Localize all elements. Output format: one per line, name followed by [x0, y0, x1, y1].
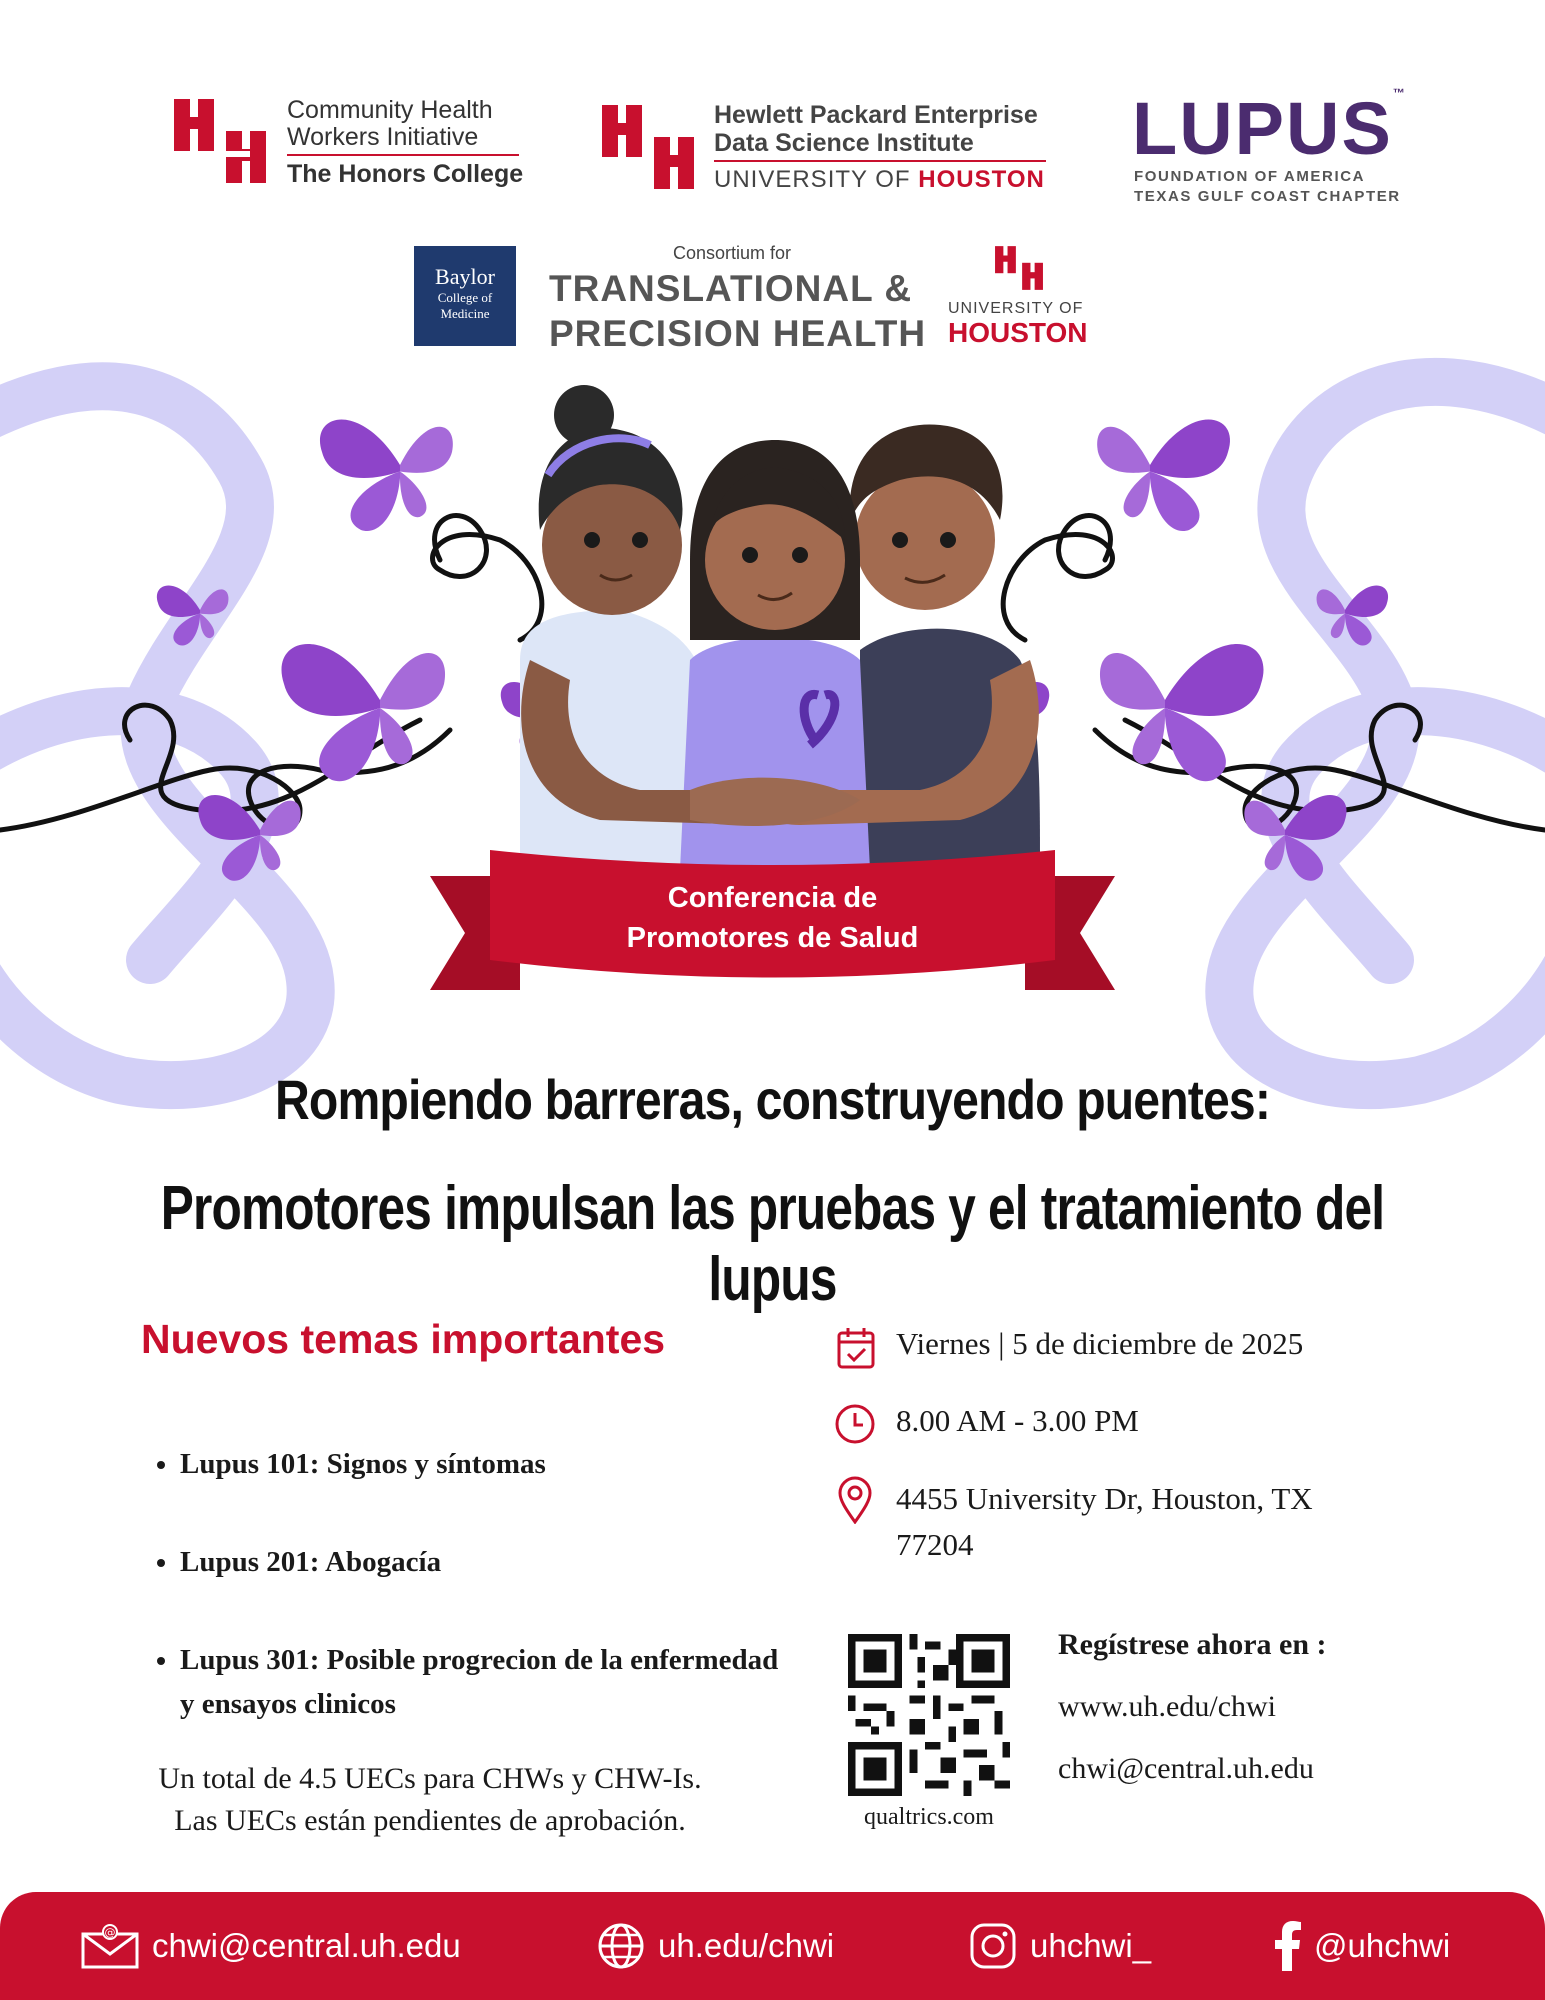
- people-illustration: [520, 385, 1040, 870]
- event-date: Viernes | 5 de diciembre de 2025: [896, 1326, 1304, 1361]
- baylor-line2: College of: [437, 290, 493, 305]
- headline-line1: Rompiendo barreras, construyendo puentes:: [274, 1068, 1270, 1131]
- register-title: Regístrese ahora en :: [1058, 1628, 1327, 1661]
- headline-line2: Promotores impulsan las pruebas y el tratamiento del lupus: [160, 1174, 1385, 1314]
- svg-text:@: @: [104, 1926, 116, 1939]
- consortium-line1: TRANSLATIONAL &: [549, 268, 913, 309]
- lupus-line1: FOUNDATION OF AMERICA: [1134, 168, 1366, 185]
- lupus-tm: ™: [1392, 86, 1407, 100]
- topics-title: Nuevos temas importantes: [141, 1316, 666, 1362]
- uh-line1: UNIVERSITY OF: [948, 300, 1084, 317]
- hpe-line1: Hewlett Packard Enterprise: [714, 101, 1038, 129]
- hpe-university-of: UNIVERSITY OF: [714, 166, 919, 193]
- consortium-small: Consortium for: [672, 243, 792, 263]
- qr-caption: qualtrics.com: [864, 1804, 994, 1830]
- footer-email-text: chwi@central.uh.edu: [152, 1927, 461, 1964]
- location-pin-icon: [837, 1476, 873, 1524]
- lupus-name: LUPUS: [1132, 87, 1393, 170]
- register-email[interactable]: chwi@central.uh.edu: [1058, 1752, 1314, 1785]
- qr-code[interactable]: [848, 1634, 1010, 1796]
- banner-line2: Promotores de Salud: [626, 922, 919, 954]
- footer-instagram-text: uhchwi_: [1030, 1927, 1152, 1964]
- uh-logo-icon: [172, 97, 268, 185]
- uh-logo-icon: [994, 245, 1044, 291]
- register-url[interactable]: www.uh.edu/chwi: [1058, 1690, 1277, 1723]
- credits-line1: Un total de 4.5 UECs para CHWs y CHW-Is.: [158, 1762, 702, 1795]
- footer-facebook[interactable]: [1274, 1892, 1450, 2000]
- address-line1: 4455 University Dr, Houston, TX: [896, 1481, 1313, 1516]
- chwi-line2: Workers Initiative: [287, 123, 479, 151]
- banner-text: [490, 878, 1055, 958]
- event-time: 8.00 AM - 3.00 PM: [896, 1403, 1139, 1438]
- ribbon-right: [1229, 382, 1545, 1085]
- consortium-line2: PRECISION HEALTH: [549, 313, 927, 354]
- clock-icon: [834, 1403, 876, 1445]
- mail-icon: [80, 1922, 140, 1970]
- footer-facebook-text: @uhchwi: [1314, 1927, 1451, 1964]
- chwi-line3: The Honors College: [287, 160, 524, 188]
- facebook-icon: [1274, 1921, 1302, 1971]
- baylor-line3: Medicine: [440, 306, 490, 321]
- lupus-line2: TEXAS GULF COAST CHAPTER: [1134, 188, 1401, 205]
- list-item: • Lupus 101: Signos y síntomas: [180, 1442, 800, 1486]
- chwi-line1: Community Health: [287, 96, 493, 124]
- credits-line2: Las UECs están pendientes de aprobación.: [174, 1804, 686, 1837]
- event-address: [896, 1476, 1313, 1568]
- uh-logo-icon: [600, 103, 696, 191]
- hpe-houston: HOUSTON: [918, 166, 1045, 193]
- baylor-line1: Baylor: [435, 264, 495, 289]
- topics-list: [140, 1442, 800, 1780]
- address-line2: 77204: [896, 1527, 974, 1562]
- instagram-icon: [968, 1921, 1018, 1971]
- hero-illustration: [0, 350, 1545, 1150]
- calendar-icon: [836, 1326, 876, 1370]
- footer-bar: [0, 1892, 1545, 2000]
- list-item: • Lupus 301: Posible progrecion de la enfermedad y ensayos clinicos: [180, 1638, 800, 1726]
- divider: [287, 154, 519, 156]
- globe-icon: [596, 1921, 646, 1971]
- list-item: • Lupus 201: Abogacía: [180, 1540, 800, 1584]
- hpe-line2: Data Science Institute: [714, 129, 974, 157]
- footer-email[interactable]: [80, 1892, 461, 2000]
- footer-web-text: uh.edu/chwi: [658, 1927, 835, 1964]
- credits-note: [100, 1758, 760, 1842]
- ribbon-left: [0, 386, 311, 1085]
- uh-line2: HOUSTON: [948, 317, 1088, 348]
- divider: [714, 160, 1046, 162]
- banner-line1: Conferencia de: [667, 882, 878, 914]
- footer-instagram[interactable]: [968, 1892, 1151, 2000]
- logo-baylor: [414, 246, 516, 346]
- footer-web[interactable]: [596, 1892, 834, 2000]
